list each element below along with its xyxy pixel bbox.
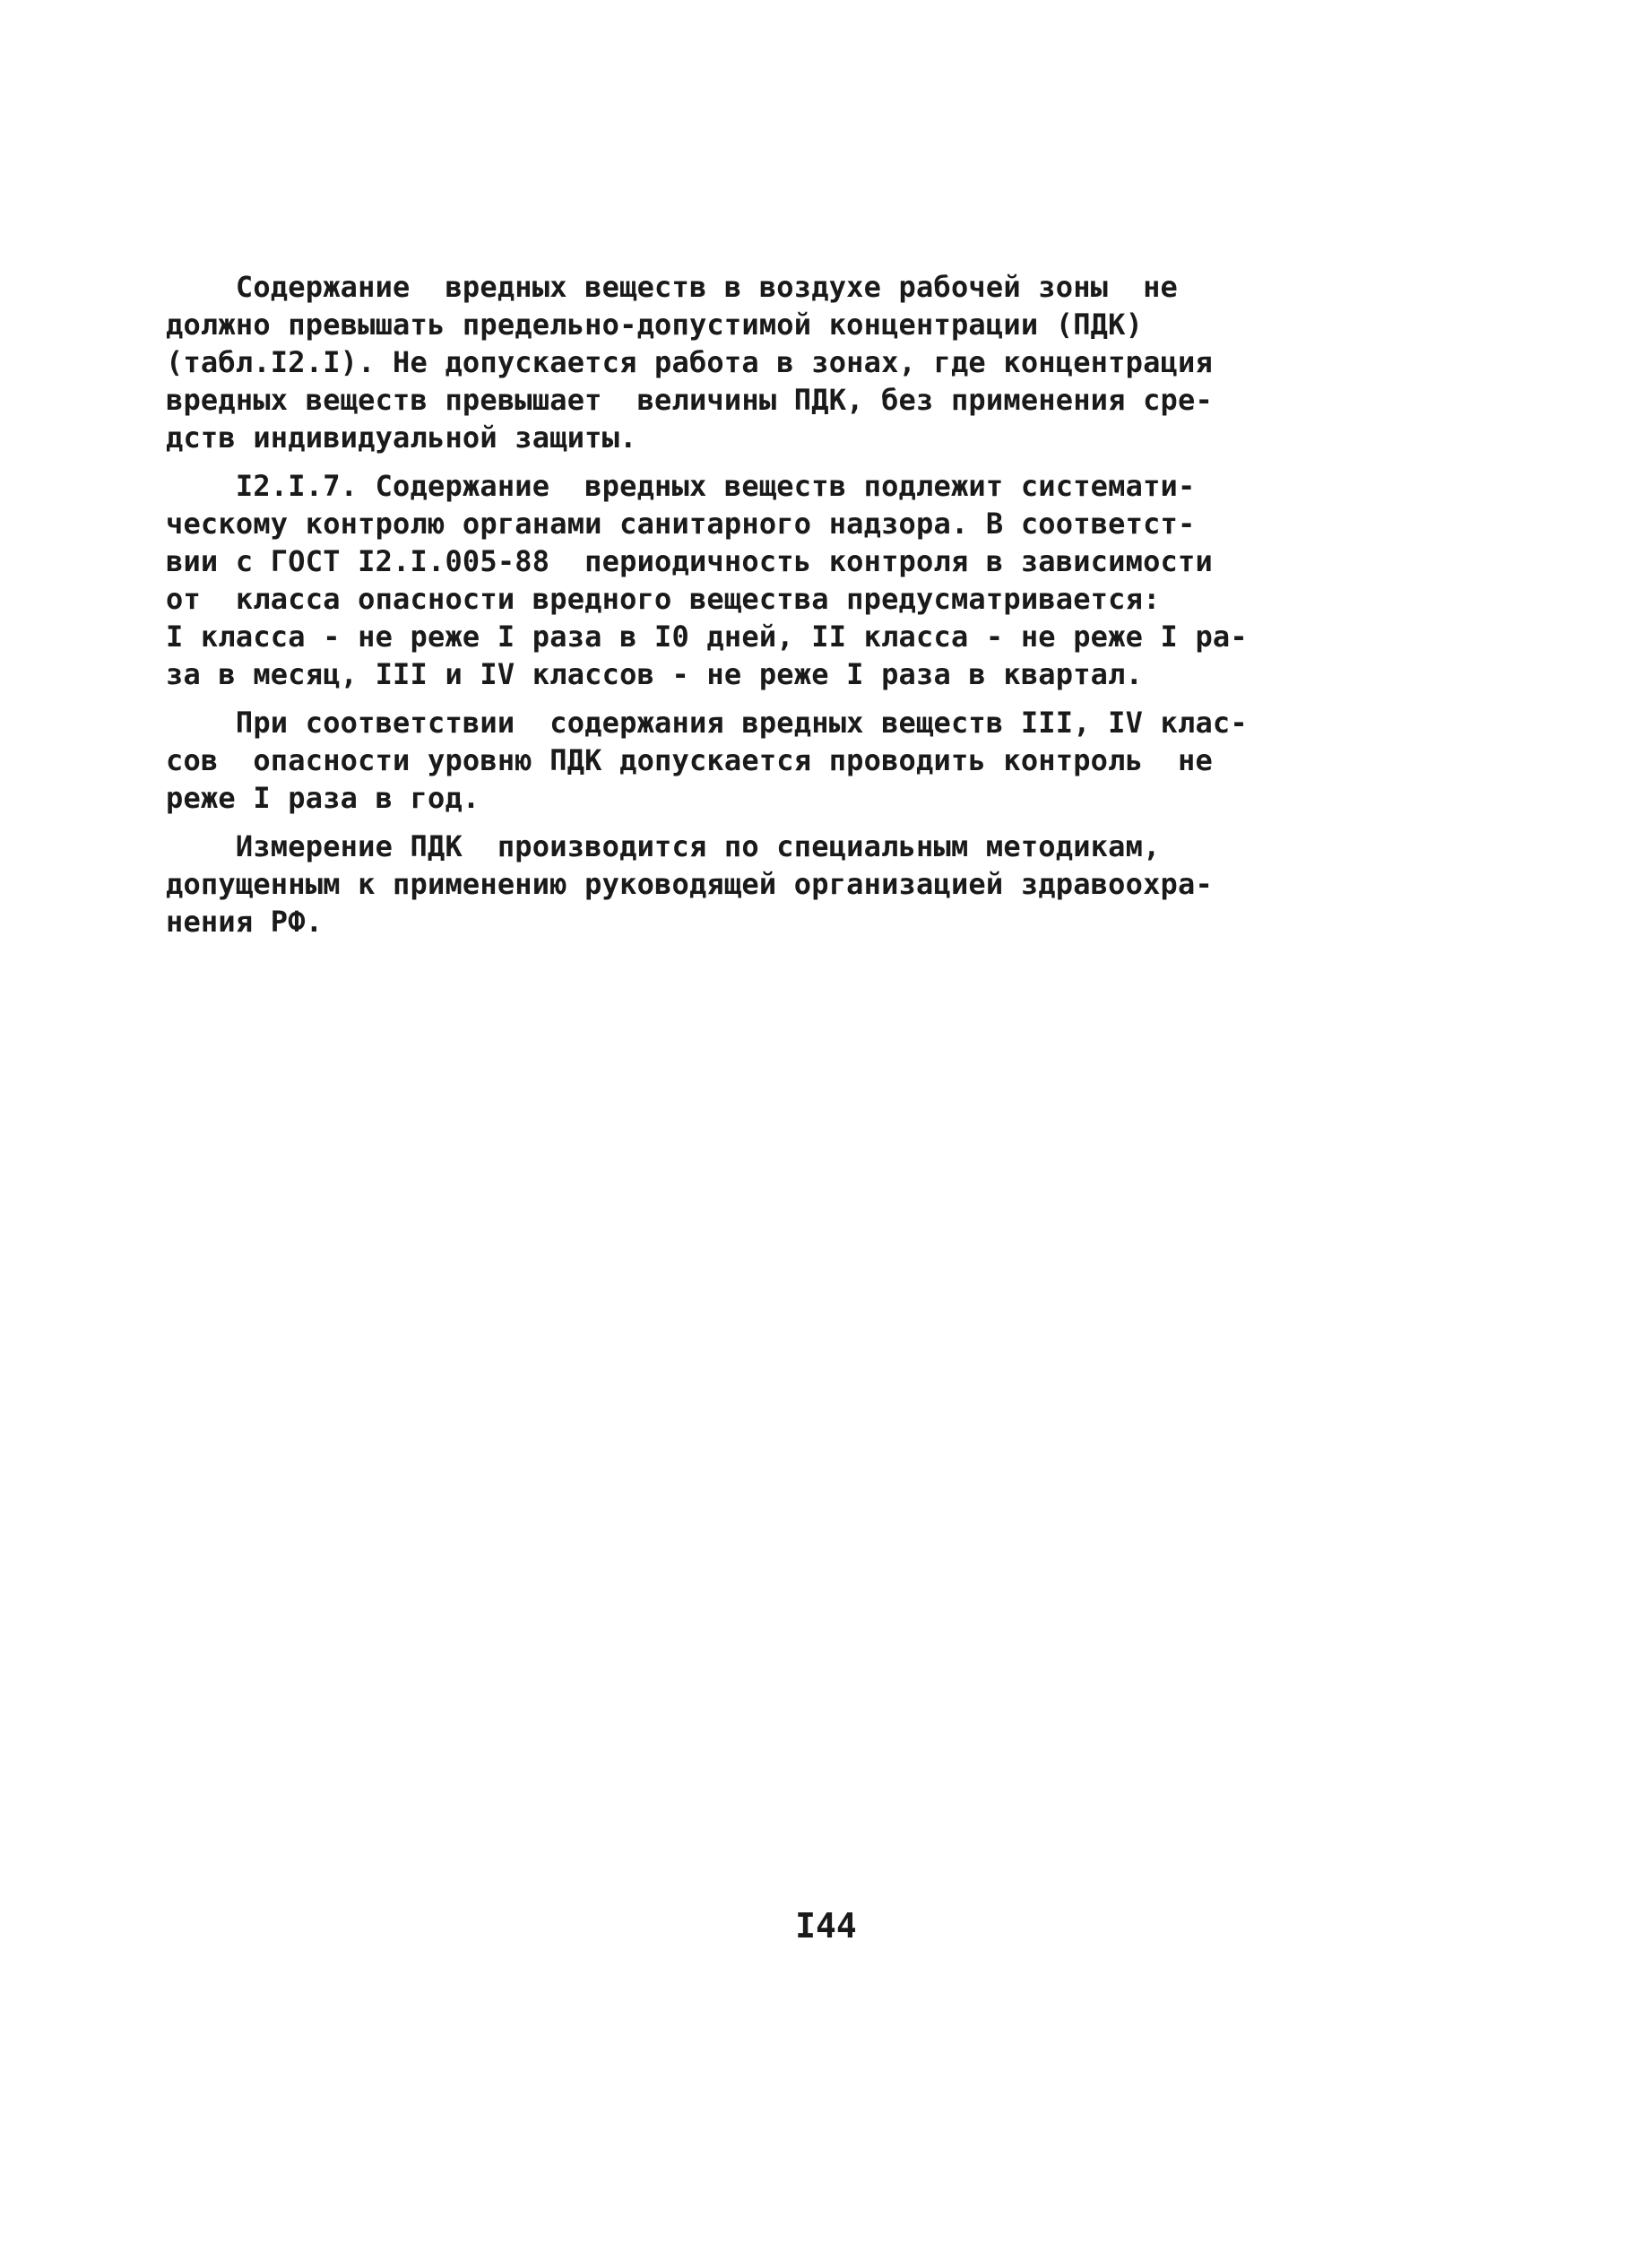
text-line: ческому контролю органами санитарного надзора. В соответст- <box>166 507 1196 541</box>
text-line: от класса опасности вредного вещества предусматривается: <box>166 582 1161 616</box>
text-line: вредных веществ превышает величины ПДК, без применения сре- <box>166 383 1213 417</box>
text-line: сов опасности уровню ПДК допускается проводить контроль не <box>166 743 1213 777</box>
text-line: нения РФ. <box>166 905 324 939</box>
page-number: I44 <box>795 1906 857 1946</box>
text-line: вии с ГОСТ I2.I.005-88 периодичность контроля в зависимости <box>166 544 1213 578</box>
text-line: При соответствии содержания вредных веществ III, IV клас- <box>166 706 1248 740</box>
text-line: Измерение ПДК производится по специальным методикам, <box>166 829 1161 863</box>
text-line: реже I раза в год. <box>166 781 480 815</box>
text-line: I2.I.7. Содержание вредных веществ подлежит системати- <box>166 469 1196 503</box>
text-line: должно превышать предельно-допустимой концентрации (ПДК) <box>166 308 1144 342</box>
text-line: (табл.I2.I). Не допускается работа в зонах, где концентрация <box>166 345 1213 379</box>
text-line: за в месяц, III и IV классов - не реже I раза в квартал. <box>166 657 1144 691</box>
text-line: допущенным к применению руководящей организацией здравоохра- <box>166 867 1213 901</box>
text-line: дств индивидуальной защиты. <box>166 420 637 455</box>
text-line: I класса - не реже I раза в I0 дней, II класса - не реже I ра- <box>166 620 1248 654</box>
text-line: Содержание вредных веществ в воздухе рабочей зоны не <box>166 270 1179 304</box>
